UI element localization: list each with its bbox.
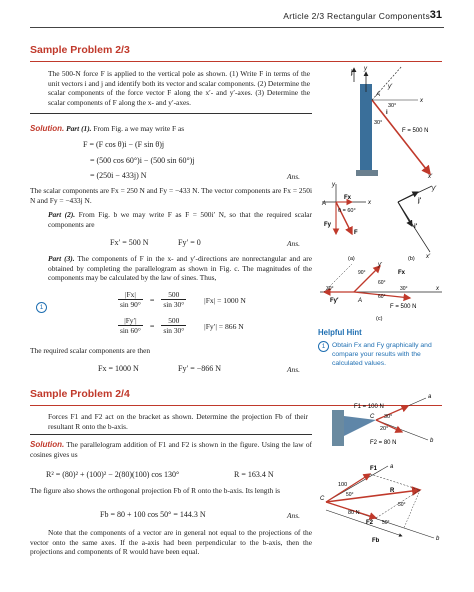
caption-a: (a) bbox=[348, 256, 355, 262]
equation-1c: = (250i − 433j) N bbox=[90, 171, 147, 180]
j-prime-label: j′ bbox=[418, 198, 422, 204]
r-label: R bbox=[390, 488, 395, 494]
force-vector-f bbox=[336, 202, 352, 234]
law-of-sines-2: $\frac{|Fy'|}{\sin 60^\circ}$ = $\frac{500}{\sin 30^\circ}$ |Fy′| = 866 N bbox=[120, 316, 244, 335]
hint-text: Obtain Fx and Fy graphically and compare your results with the calculated values. bbox=[332, 342, 432, 367]
dim-100: 100 bbox=[338, 482, 348, 488]
A-label: A bbox=[376, 92, 381, 98]
y-label: y bbox=[332, 182, 335, 188]
equation-3a: Fx = 1000 N bbox=[98, 364, 139, 373]
part1-label: Part (1). bbox=[66, 124, 92, 133]
angle-50-b: 50° bbox=[398, 502, 406, 508]
f2-label: F2 bbox=[366, 520, 374, 526]
statement-rule bbox=[30, 434, 312, 435]
angle-30-b: 30° bbox=[374, 120, 383, 126]
problem-statement: Forces F1 and F2 act on the bracket as shown. Determine the projection Fb of their resultant R onto the b-axis. bbox=[48, 412, 308, 431]
resultant-vector bbox=[326, 490, 420, 502]
angle-30-b: 30° bbox=[400, 286, 408, 292]
part1-text: From Fig. a we may write F as bbox=[93, 124, 185, 133]
required-text: The required scalar components are then bbox=[30, 346, 151, 355]
answer-mark: Ans. bbox=[287, 365, 300, 374]
x-label: x bbox=[420, 98, 423, 104]
solution-label: Solution. bbox=[30, 124, 65, 133]
dim-80: 80 N bbox=[348, 510, 360, 516]
f-label: F bbox=[354, 230, 358, 236]
pole bbox=[360, 84, 372, 172]
page-number: 31 bbox=[429, 9, 442, 21]
i-prime-vector bbox=[398, 202, 412, 226]
x-label: x bbox=[436, 286, 439, 292]
statement-rule bbox=[30, 113, 312, 114]
i-prime-label: i′ bbox=[414, 224, 418, 230]
step-marker-1: 1 bbox=[36, 296, 47, 314]
parallelogram-top bbox=[370, 474, 420, 490]
figure-2-4-parallelogram bbox=[318, 462, 448, 546]
a-label: a bbox=[390, 464, 394, 470]
f1-label: F1 bbox=[370, 466, 378, 472]
figure-2-3-a bbox=[318, 62, 448, 180]
fb-label: Fb bbox=[372, 538, 380, 544]
answer-mark: Ans. bbox=[287, 239, 300, 248]
part2-paragraph bbox=[48, 210, 312, 229]
A-label: A bbox=[358, 298, 363, 304]
answer-mark: Ans. bbox=[287, 511, 300, 520]
equation-1b: = (500 cos 60°)i − (500 sin 60°)j bbox=[90, 156, 195, 165]
y-prime-label: y′ bbox=[388, 84, 393, 90]
equation-1a: F = (F cos θ)i − (F sin θ)j bbox=[83, 140, 165, 149]
j-prime-vector bbox=[398, 192, 418, 202]
angle-20: 20° bbox=[380, 426, 389, 432]
projection-text: The figure also shows the orthogonal projection Fb of R onto the b-axis. Its length is bbox=[30, 486, 281, 495]
part3-label: Part (3). bbox=[48, 254, 75, 263]
x-prime-label: x′ bbox=[426, 254, 431, 260]
solution-text: The parallelogram addition of F1 and F2 is shown in the figure. Using the law of cosines gives us bbox=[30, 440, 313, 459]
projection-equation: Fb = 80 + 100 cos 50° = 144.3 N bbox=[100, 510, 206, 519]
part1-line bbox=[30, 124, 312, 134]
wall bbox=[332, 410, 344, 446]
angle-30: 30° bbox=[384, 414, 393, 420]
law-of-sines-1: $\frac{|Fx|}{\sin 90^\circ}$ = $\frac{500}{\sin 30^\circ}$ |Fx| = 1000 N bbox=[120, 290, 246, 309]
helpful-hint-body bbox=[318, 341, 442, 368]
force-vector-f bbox=[372, 100, 430, 174]
angle-90: 90° bbox=[358, 270, 366, 276]
angle-50-a: 50° bbox=[346, 492, 354, 498]
equation-2a: Fx′ = 500 N bbox=[110, 238, 149, 247]
part2-label: Part (2). bbox=[48, 210, 76, 219]
b-label: b bbox=[430, 438, 434, 444]
answer-mark: Ans. bbox=[287, 172, 300, 181]
equation-2b: Fy′ = 0 bbox=[178, 238, 201, 247]
fy-label: Fy bbox=[324, 222, 332, 228]
part3-paragraph bbox=[48, 254, 312, 283]
page-header bbox=[0, 9, 474, 29]
y-label: y bbox=[364, 66, 367, 72]
caption-b: (b) bbox=[408, 256, 415, 262]
i-label: i bbox=[386, 110, 388, 116]
fx-label: Fx bbox=[398, 270, 406, 276]
angle-30: 30° bbox=[326, 286, 334, 292]
figure-2-3-b bbox=[318, 182, 448, 264]
y-prime-label: y′ bbox=[378, 262, 383, 268]
pole-base bbox=[356, 170, 378, 176]
part1-result: The scalar components are Fx = 250 N and Fy = −433 N. The vector components are Fx = 250i N and Fy = −433j N. bbox=[30, 186, 312, 205]
angle-50-c: 50° bbox=[382, 520, 390, 526]
f1-label: F1 = 100 N bbox=[354, 404, 384, 410]
angle-30-a: 30° bbox=[388, 103, 397, 109]
fy-prime-label: Fy′ bbox=[330, 298, 339, 304]
part2-text: From Fig. b we may write F as F = 500i′ N, so that the required scalar components are bbox=[48, 210, 313, 229]
sample-problem-2-4-title: Sample Problem 2/4 bbox=[30, 388, 130, 400]
projection-line bbox=[404, 490, 420, 528]
running-title: Article 2/3 Rectangular Components bbox=[283, 11, 430, 21]
figure-2-3-c bbox=[318, 262, 448, 324]
angle-60: 60° bbox=[378, 280, 386, 286]
x-prime-label: x′ bbox=[428, 174, 433, 180]
part3-text: The components of F in the x- and y′-directions are nonrectangular and are obtained by completing the parallelogram as shown in Fig. c. The magnitudes of the components may be calculated by the law of sines. Thus, bbox=[48, 254, 313, 283]
figure-2-4-bracket bbox=[318, 390, 448, 456]
C-label: C bbox=[370, 414, 375, 420]
b-label: b bbox=[436, 536, 440, 542]
theta-label: θ = 60° bbox=[338, 208, 356, 214]
angle-60-b: 60° bbox=[378, 294, 386, 300]
equation-3b: Fy′ = −866 N bbox=[178, 364, 221, 373]
solution-paragraph bbox=[30, 440, 312, 459]
j-label: j bbox=[351, 70, 353, 76]
note-paragraph: Note that the components of a vector are in general not equal to the projections of the vector onto the same axes. If the a-axis had been perpendicular to the b-axis, then the projections and components of R would have been equal. bbox=[30, 528, 312, 557]
force-label: F = 500 N bbox=[390, 304, 417, 310]
f2-label: F2 = 80 N bbox=[370, 440, 397, 446]
resultant-value: R = 163.4 N bbox=[234, 470, 274, 479]
caption-c: (c) bbox=[376, 316, 383, 322]
sample-problem-2-3-title: Sample Problem 2/3 bbox=[30, 44, 130, 56]
a-label: a bbox=[428, 394, 432, 400]
fx-label: Fx bbox=[344, 195, 352, 201]
header-rule bbox=[30, 27, 444, 28]
problem-statement: The 500-N force F is applied to the vertical pole as shown. (1) Write F in terms of the unit vectors i and j and identify both its vector and scalar components. (2) Determine the scalar components of the force vector F along the x′- and y′-axes. (3) Determine the scalar components of F along the x- and y′-axes. bbox=[48, 69, 310, 107]
solution-label: Solution. bbox=[30, 440, 65, 449]
x-label: x bbox=[368, 200, 371, 206]
hint-marker: 1 bbox=[318, 341, 329, 352]
A-label: A bbox=[322, 201, 327, 207]
law-of-cosines: R² = (80)² + (100)² − 2(80)(100) cos 130° bbox=[46, 470, 180, 479]
helpful-hint-title: Helpful Hint bbox=[318, 328, 362, 337]
C-label: C bbox=[320, 496, 325, 502]
force-label: F = 500 N bbox=[402, 128, 429, 134]
y-prime-label: y′ bbox=[432, 186, 437, 192]
